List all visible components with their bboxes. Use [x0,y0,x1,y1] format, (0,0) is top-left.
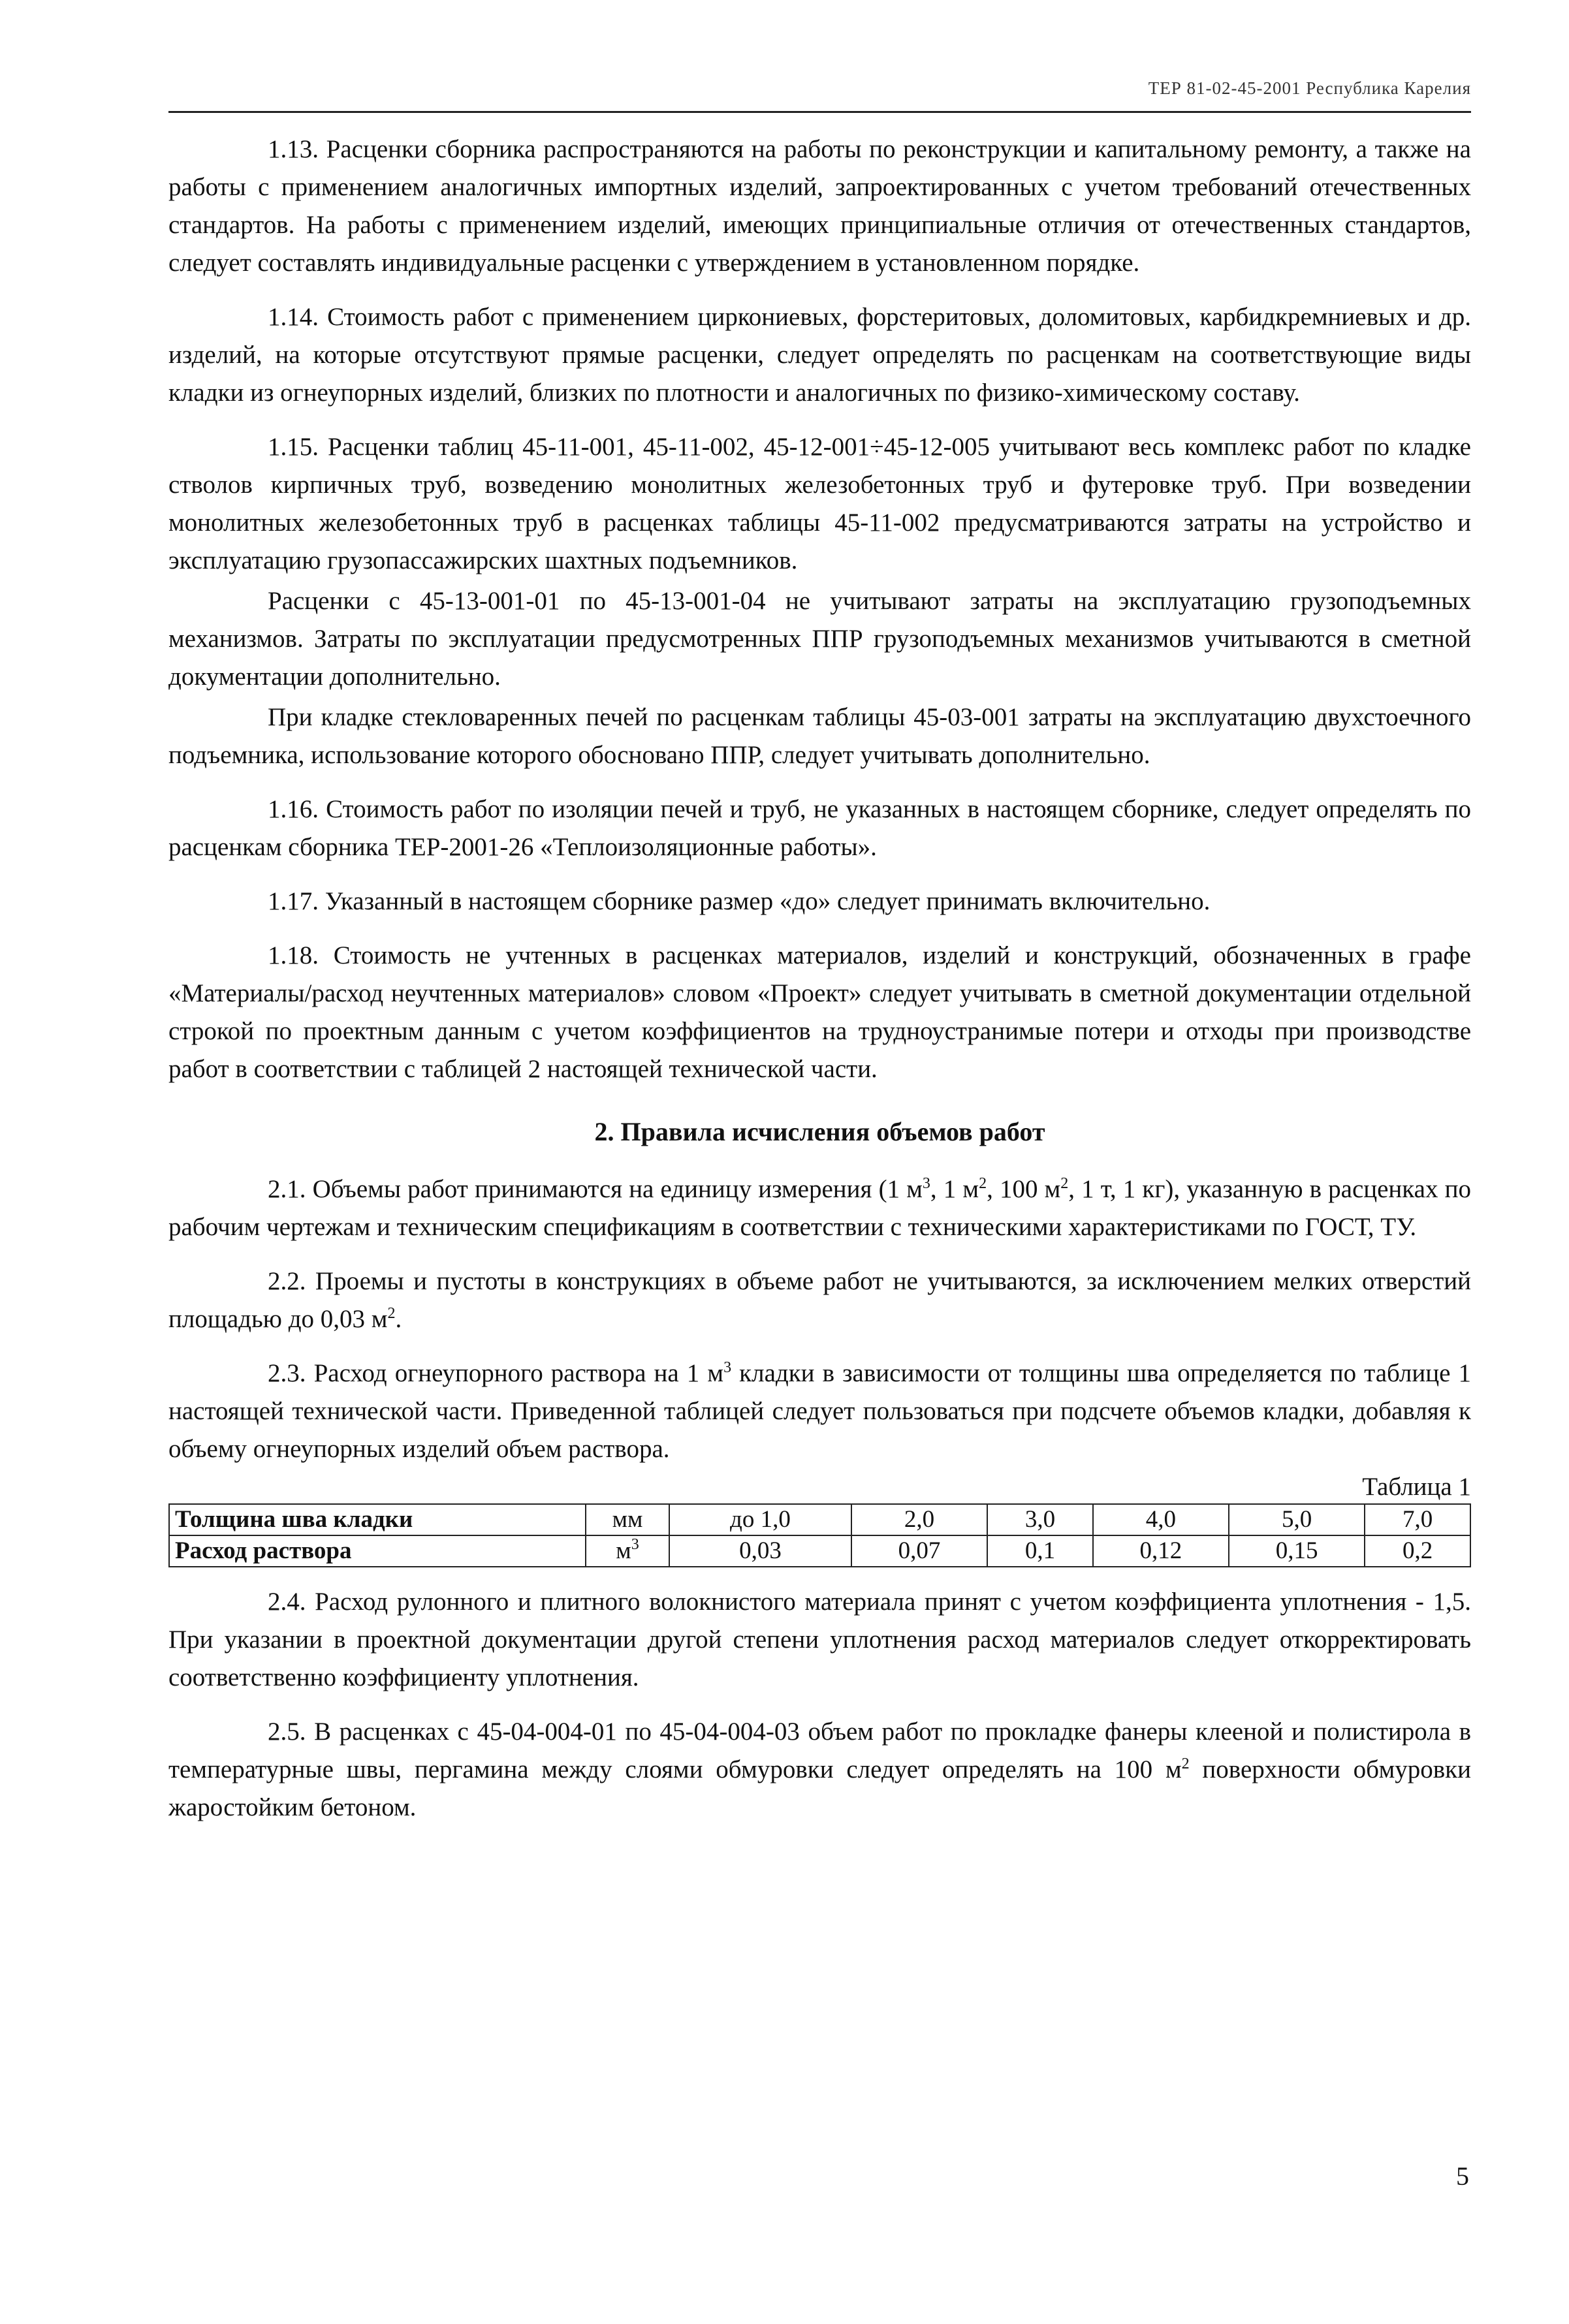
p-2-3-start: 2.3. Расход огнеупорного раствора на 1 м [268,1359,724,1387]
table-cell: до 1,0 [669,1504,851,1535]
paragraph-1-16: 1.16. Стоимость работ по изоляции печей и труб, не указанных в настоящем сборнике, следует определять по расценкам сборника ТЕР-2001-26 «Теплоизоляционные работы». [168,795,1471,861]
mortar-consumption-table [168,1503,1471,1567]
paragraph-1-14: 1.14. Стоимость работ с применением циркониевых, форстеритовых, доломитовых, карбидкремниевых и др. изделий, на которые отсутствуют прямые расценки, следует определять по расценкам на соответствующие виды кладки из огнеупорных изделий, близких по плотности и аналогичных по физико-химическому составу. [168,303,1471,407]
superscript-3: 3 [723,1359,732,1376]
page-number: 5 [1456,2161,1469,2191]
superscript-3: 3 [922,1175,930,1192]
paragraph-1-15-c: При кладке стекловаренных печей по расценкам таблицы 45-03-001 затраты на эксплуатацию двухстоечного подъемника, использование которого обосновано ППР, следует учитывать дополнительно. [168,703,1471,769]
paragraph-1-18: 1.18. Стоимость не учтенных в расценках материалов, изделий и конструкций, обозначенных в графе «Материалы/расход неучтенных материалов» словом «Проект» следует учитывать в сметной документации отдельной строкой по проектным данным с учетом коэффициентов на трудноустранимые потери и отходы при производстве работ в соответствии с таблицей 2 настоящей технической части. [168,941,1471,1083]
paragraph-1-17: 1.17. Указанный в настоящем сборнике размер «до» следует принимать включительно. [268,887,1211,915]
paragraph-2-2 [168,1263,1471,1338]
table-cell: 2,0 [851,1504,987,1535]
unit-text: м [616,1537,631,1564]
superscript-2: 2 [979,1175,987,1192]
p-2-3-end: кладки в зависимости от толщины шва определяется по таблице 1 настоящей технической части. Приведенной таблицей следует пользоваться при подсчете объемов кладки, добавляя к объему огнеупорных изделий объем раствора. [168,1359,1471,1463]
table-cell: 0,07 [851,1535,987,1567]
p-2-1-start: 2.1. Объемы работ принимаются на единицу измерения (1 м [268,1175,923,1203]
p-2-1-mid2: , 100 м [987,1175,1061,1203]
table-row [169,1504,1470,1535]
table-caption: Таблица 1 [1362,1473,1471,1501]
paragraph-2-3 [168,1355,1471,1468]
superscript-2: 2 [1181,1755,1190,1772]
table-row-label: Толщина шва кладки [169,1504,586,1535]
table-cell: 0,2 [1365,1535,1470,1567]
p-2-5-end: поверхности обмуровки жаростойким бетоном. [168,1755,1471,1821]
table-cell: 3,0 [987,1504,1093,1535]
section-title: 2. Правила исчисления объемов работ [594,1117,1045,1146]
table-cell: 0,15 [1229,1535,1365,1567]
table-cell: 0,03 [669,1535,851,1567]
superscript-3: 3 [631,1536,639,1553]
table-cell: 4,0 [1093,1504,1229,1535]
table-cell: 7,0 [1365,1504,1470,1535]
table-row-label: Расход раствора [169,1535,586,1567]
p-2-2-end: . [395,1305,402,1333]
paragraph-2-1 [168,1170,1471,1246]
p-2-5-start: 2.5. В расценках с 45-04-004-01 по 45-04-004-03 объем работ по прокладке фанеры клееной и полистирола в температурные швы, пергамина между слоями обмуровки следует определять на 100 м [168,1718,1471,1783]
p-2-2-start: 2.2. Проемы и пустоты в конструкциях в объеме работ не учитываются, за исключением мелких отверстий площадью до 0,03 м [168,1267,1471,1333]
running-header: ТЕР 81-02-45-2001 Республика Карелия [1148,78,1471,98]
paragraph-1-13: 1.13. Расценки сборника распространяются на работы по реконструкции и капитальному ремонту, а также на работы с применением аналогичных импортных изделий, запроектированных с учетом требований отечественных стандартов. На работы с применением изделий, имеющих принципиальные отличия от отечественных стандартов, следует составлять индивидуальные расценки с утверждением в установленном порядке. [168,135,1471,277]
table-cell: 0,1 [987,1535,1093,1567]
table-cell: 0,12 [1093,1535,1229,1567]
paragraph-2-5 [168,1713,1471,1827]
paragraph-2-4: 2.4. Расход рулонного и плитного волокнистого материала принят с учетом коэффициента уплотнения - 1,5. При указании в проектной документации другой степени уплотнения расход материалов следует откорректировать соответственно коэффициенту уплотнения. [168,1588,1471,1691]
p-2-1-end: , 1 т, 1 кг), указанную в расценках по рабочим чертежам и техническим спецификациям в соответствии с техническими характеристиками по ГОСТ, ТУ. [168,1175,1471,1241]
table-row [169,1535,1470,1567]
paragraph-1-15-b: Расценки с 45-13-001-01 по 45-13-001-04 не учитывают затраты на эксплуатацию грузоподъемных механизмов. Затраты по эксплуатации предусмотренных ППР грузоподъемных механизмов учитываются в сметной документации дополнительно. [168,587,1471,691]
header-divider [168,111,1471,113]
table-unit-cell: мм [586,1504,669,1535]
superscript-2: 2 [387,1305,396,1322]
table-cell: 5,0 [1229,1504,1365,1535]
p-2-1-mid1: , 1 м [930,1175,979,1203]
table-unit-cell [586,1535,669,1567]
paragraph-1-15: 1.15. Расценки таблиц 45-11-001, 45-11-002, 45-12-001÷45-12-005 учитывают весь комплекс работ по кладке стволов кирпичных труб, возведению монолитных железобетонных труб и футеровке труб. При возведении монолитных железобетонных труб в расценках таблицы 45-11-002 предусматриваются затраты на устройство и эксплуатацию грузопассажирских шахтных подъемников. [168,433,1471,574]
document-body [168,131,1471,1843]
superscript-2: 2 [1060,1175,1069,1192]
